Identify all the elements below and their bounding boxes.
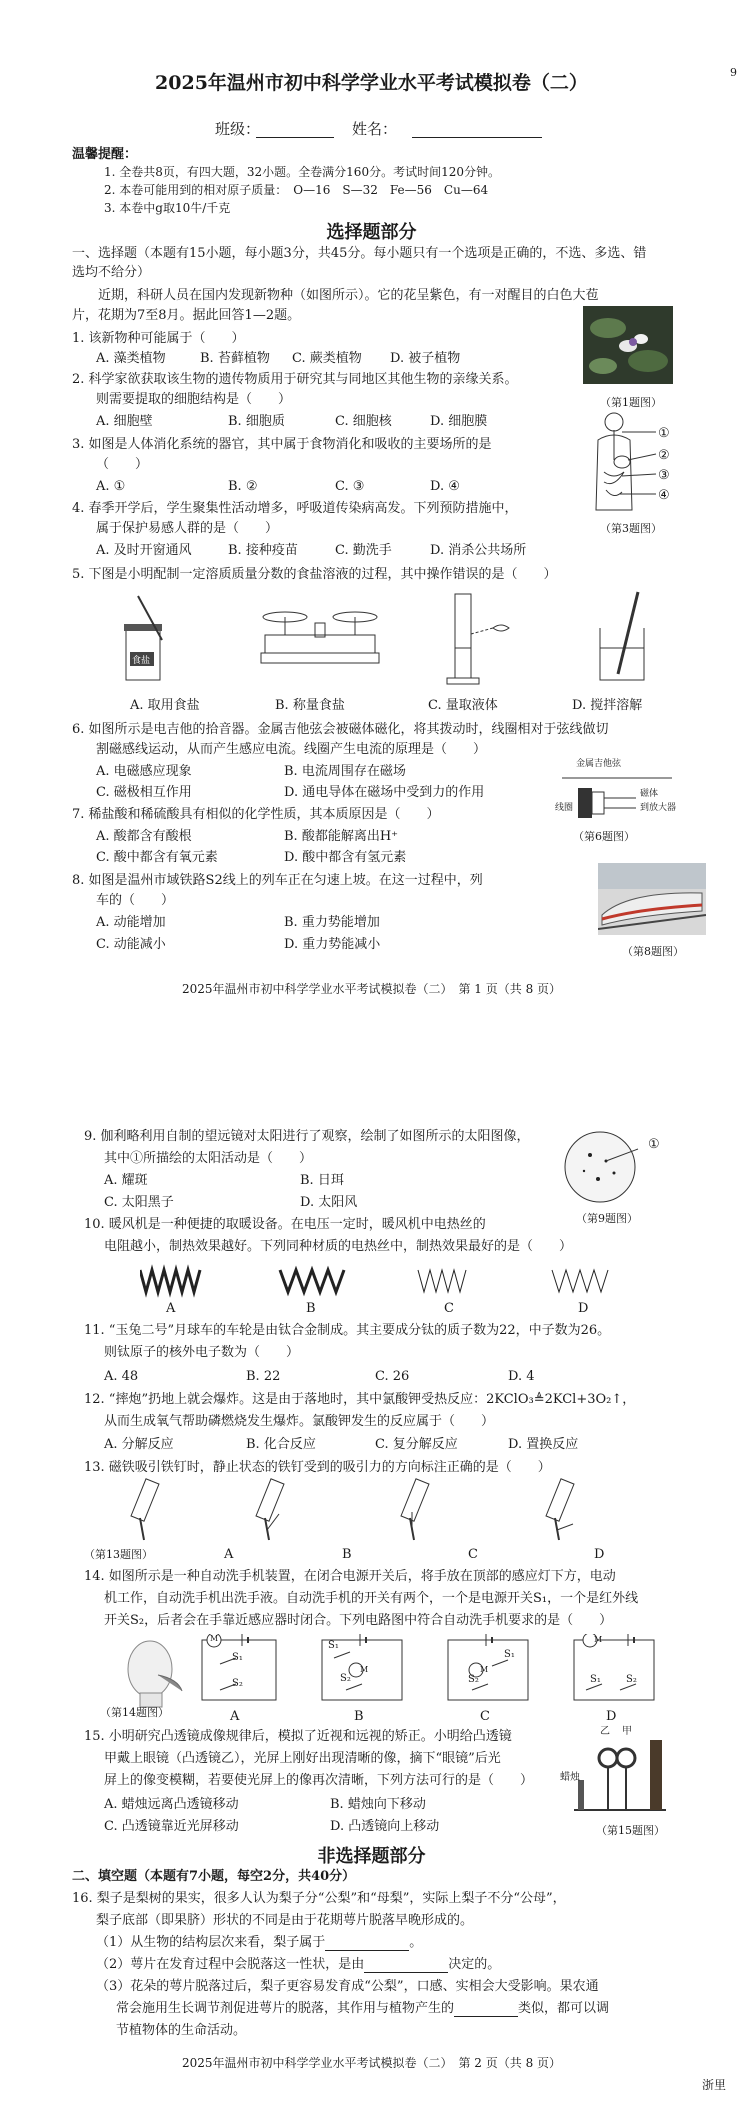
q4-opt-d[interactable]: D. 消杀公共场所 bbox=[430, 543, 527, 558]
q4-opt-a[interactable]: A. 及时开窗通风 bbox=[96, 543, 192, 558]
q14-dispenser-photo bbox=[118, 1635, 188, 1711]
q1-opt-a[interactable]: A. 藻类植物 bbox=[96, 351, 166, 366]
q14-d-s1: S₁ bbox=[590, 1674, 601, 1685]
q7-stem: 7. 稀盐酸和稀硫酸具有相似的化学性质，其本质原因是（ ） bbox=[72, 807, 440, 822]
q3-label-3: ③ bbox=[658, 468, 670, 483]
q7-opt-c[interactable]: C. 酸中都含有氧元素 bbox=[96, 850, 218, 865]
q15-lens-figure bbox=[570, 1730, 670, 1820]
q16-part-2 bbox=[96, 1956, 500, 1973]
q3-opt-a[interactable]: A. ① bbox=[96, 479, 126, 494]
q10-stem-2: 电阻越小，制热效果越好。下列同种材质的电热丝中，制热效果最好的是（ ） bbox=[104, 1239, 573, 1254]
q13-label-d[interactable]: D bbox=[594, 1547, 605, 1562]
q15-stem: 15. 小明研究凸透镜成像规律后，模拟了近视和远视的矫正。小明给凸透镜 bbox=[84, 1729, 512, 1744]
q14-a-s1: S₁ bbox=[232, 1652, 243, 1663]
notice-1: 1. 全卷共8页，有四大题，32小题。全卷满分160分。考试时间120分钟。 bbox=[104, 165, 500, 179]
q11-opt-c[interactable]: C. 26 bbox=[375, 1369, 410, 1384]
q14-a-motor: M bbox=[210, 1634, 219, 1643]
q1-opt-c[interactable]: C. 蕨类植物 bbox=[292, 351, 362, 366]
q15-stem-2: 甲戴上眼镜（凸透镜乙），光屏上刚好出现清晰的像，摘下“眼镜”后光 bbox=[104, 1751, 501, 1766]
q14-stem: 14. 如图所示是一种自动洗手机装置，在闭合电源开关后，将手放在顶部的感应灯下方，电动 bbox=[84, 1569, 616, 1584]
q15-opt-b[interactable]: B. 蜡烛向下移动 bbox=[330, 1797, 426, 1812]
q12-opt-a[interactable]: A. 分解反应 bbox=[104, 1437, 174, 1452]
q3-stem-2: （ ） bbox=[96, 457, 149, 472]
q11-opt-a[interactable]: A. 48 bbox=[104, 1369, 139, 1384]
q7-opt-d[interactable]: D. 酸中都含有氢元素 bbox=[284, 850, 407, 865]
q15-label-yi: 乙 bbox=[600, 1726, 610, 1737]
q14-label-b[interactable]: B bbox=[354, 1709, 364, 1724]
q14-caption: （第14题图） bbox=[100, 1706, 169, 1719]
q8-stem: 8. 如图是温州市域铁路S2线上的列车正在匀速上坡。在这一过程中，列 bbox=[72, 873, 483, 888]
q10-stem: 10. 暖风机是一种便捷的取暖设备。在电压一定时，暖风机中电热丝的 bbox=[84, 1217, 486, 1232]
q15-opt-a[interactable]: A. 蜡烛远离凸透镜移动 bbox=[104, 1797, 239, 1812]
q15-opt-d[interactable]: D. 凸透镜向上移动 bbox=[330, 1819, 440, 1834]
q14-d-motor: M bbox=[594, 1635, 603, 1644]
q2-opt-d[interactable]: D. 细胞膜 bbox=[430, 414, 488, 429]
q2-opt-b[interactable]: B. 细胞质 bbox=[228, 414, 285, 429]
q11-stem-2: 则钛原子的核外电子数为（ ） bbox=[104, 1345, 300, 1360]
footer-page-1: 2025年温州市初中科学学业水平考试模拟卷（二） 第 1 页（共 8 页） bbox=[181, 982, 562, 996]
q16-part-3-text: 常会施用生长调节剂促进萼片的脱落，其作用与植物产生的 bbox=[116, 2001, 455, 2016]
q5-opt-b[interactable]: B. 称量食盐 bbox=[275, 698, 345, 713]
notice-title: 温馨提醒： bbox=[72, 147, 138, 162]
q12-stem-2: 从而生成氧气帮助磷燃烧发生爆炸。氯酸钾发生的反应属于（ ） bbox=[104, 1414, 495, 1429]
q8-stem-2: 车的（ ） bbox=[96, 893, 175, 908]
q4-stem: 4. 春季开学后，学生聚集性活动增多，呼吸道传染病高发。下列预防措施中， bbox=[72, 501, 518, 516]
q13-label-a[interactable]: A bbox=[224, 1547, 234, 1562]
q6-stem: 6. 如图所示是电吉他的拾音器。金属吉他弦会被磁体磁化，将其拨动时，线圈相对于弦线做切 bbox=[72, 722, 609, 737]
q8-caption: （第8题图） bbox=[622, 945, 684, 958]
q15-label-jia: 甲 bbox=[622, 1726, 632, 1737]
q6-label-magnet: 磁体 bbox=[640, 789, 659, 799]
intro-line-2: 片，花期为7至8月。据此回答1—2题。 bbox=[72, 308, 301, 323]
q5-opt-c[interactable]: C. 量取液体 bbox=[428, 698, 498, 713]
q3-stem: 3. 如图是人体消化系统的器官，其中属于食物消化和吸收的主要场所的是 bbox=[72, 437, 492, 452]
intro-line-1: 近期，科研人员在国内发现新物种（如图所示）。它的花呈紫色，有一对醒目的白色大苞 bbox=[98, 288, 599, 303]
q10-label-a[interactable]: A bbox=[166, 1301, 176, 1316]
q12-opt-d[interactable]: D. 置换反应 bbox=[508, 1437, 579, 1452]
q16-blank-3[interactable] bbox=[454, 2003, 518, 2017]
section1-title: 选择题部分 bbox=[326, 222, 417, 243]
q5-opt-a[interactable]: A. 取用食盐 bbox=[130, 698, 200, 713]
q6-label-coil: 线圈 bbox=[555, 803, 574, 813]
q9-opt-d[interactable]: D. 太阳风 bbox=[300, 1195, 358, 1210]
corner-watermark: 浙里 bbox=[702, 2078, 727, 2092]
q10-label-d[interactable]: D bbox=[578, 1301, 589, 1316]
section1-head: 一、选择题（本题有15小题，每小题3分，共45分。每小题只有一个选项是正确的，不选、多选、错选均不给分） bbox=[72, 246, 647, 280]
q12-stem: 12. “摔炮”扔地上就会爆炸。这是由于落地时，其中氯酸钾受热反应：2KClO₃≜2KCl+3O₂↑， bbox=[84, 1392, 636, 1407]
q6-opt-d[interactable]: D. 通电导体在磁场中受到力的作用 bbox=[284, 785, 485, 800]
q14-circuit-figures bbox=[192, 1634, 662, 1708]
q2-opt-a[interactable]: A. 细胞壁 bbox=[96, 414, 153, 429]
q14-d-s2: S₂ bbox=[626, 1674, 637, 1685]
q9-opt-b[interactable]: B. 日珥 bbox=[300, 1173, 344, 1188]
q1-caption: （第1题图） bbox=[600, 396, 662, 409]
notice-2: 2. 本卷可能用到的相对原子质量： O—16 S—32 Fe—56 Cu—64 bbox=[104, 183, 489, 197]
q11-opt-b[interactable]: B. 22 bbox=[246, 1369, 281, 1384]
q3-opt-b[interactable]: B. ② bbox=[228, 479, 258, 494]
q16-blank-1[interactable] bbox=[325, 1937, 409, 1951]
q6-opt-a[interactable]: A. 电磁感应现象 bbox=[96, 764, 192, 779]
q6-caption: （第6题图） bbox=[573, 830, 635, 843]
q2-stem: 2. 科学家欲获取该生物的遗传物质用于研究其与同地区其他生物的亲缘关系。 bbox=[72, 372, 518, 387]
q16-part-3-cont: 类似，都可以调 bbox=[518, 2001, 610, 2016]
q15-label-candle: 蜡烛 bbox=[560, 1772, 580, 1783]
q11-stem: 11. “玉兔二号”月球车的车轮是由钛合金制成。其主要成分钛的质子数为22，中子数为26。 bbox=[84, 1323, 611, 1338]
q9-stem-2: 其中①所描绘的太阳活动是（ ） bbox=[104, 1151, 313, 1166]
q6-opt-c[interactable]: C. 磁极相互作用 bbox=[96, 785, 192, 800]
q13-stem: 13. 磁铁吸引铁钉时，静止状态的铁钉受到的吸引力的方向标注正确的是（ ） bbox=[84, 1460, 551, 1475]
q11-opt-d[interactable]: D. 4 bbox=[508, 1369, 535, 1384]
q5-fig-a-salt-jar bbox=[118, 590, 178, 690]
q13-magnet-figures bbox=[100, 1478, 660, 1548]
q14-label-c[interactable]: C bbox=[480, 1709, 490, 1724]
footer-page-2: 2025年温州市初中科学学业水平考试模拟卷（二） 第 2 页（共 8 页） bbox=[181, 2056, 562, 2070]
q16-stem-2: 梨子底部（即果脐）形状的不同是由于花期萼片脱落早晚形成的。 bbox=[96, 1913, 474, 1928]
q9-marker: ① bbox=[648, 1137, 660, 1152]
q14-b-motor: M bbox=[360, 1665, 369, 1674]
q16-blank-2[interactable] bbox=[364, 1959, 448, 1973]
q3-label-4: ④ bbox=[658, 488, 670, 503]
q16-part-1-text: （1）从生物的结构层次来看，梨子属于 bbox=[96, 1935, 326, 1950]
q14-c-s1: S₁ bbox=[504, 1649, 515, 1660]
q12-opt-c[interactable]: C. 复分解反应 bbox=[375, 1437, 458, 1452]
q6-label-string: 金属吉他弦 bbox=[576, 759, 622, 769]
q9-opt-c[interactable]: C. 太阳黑子 bbox=[104, 1195, 174, 1210]
q3-label-2: ② bbox=[658, 448, 670, 463]
q1-stem: 1. 该新物种可能属于（ ） bbox=[72, 331, 245, 346]
q8-opt-a[interactable]: A. 动能增加 bbox=[96, 915, 166, 930]
q9-opt-a[interactable]: A. 耀斑 bbox=[104, 1173, 148, 1188]
name-blank[interactable] bbox=[412, 124, 542, 138]
q15-stem-3: 屏上的像变模糊，若要使光屏上的像再次清晰，下列方法可行的是（ ） bbox=[104, 1773, 534, 1788]
page-title: 2025年温州市初中科学学业水平考试模拟卷（二） bbox=[155, 72, 588, 94]
q16-part-3-line-1: （3）花朵的萼片脱落过后，梨子更容易发育成“公梨”，口感、实相会大受影响。果农通 bbox=[96, 1979, 599, 1994]
q12-opt-b[interactable]: B. 化合反应 bbox=[246, 1437, 316, 1452]
q14-c-motor: M bbox=[480, 1665, 489, 1674]
q16-part-1-end: 。 bbox=[409, 1935, 423, 1950]
q14-b-s2: S₂ bbox=[340, 1673, 351, 1684]
section2-title: 非选择题部分 bbox=[317, 1846, 426, 1867]
q14-c-s2: S₂ bbox=[468, 1674, 479, 1685]
class-blank[interactable] bbox=[256, 124, 334, 138]
q10-label-b[interactable]: B bbox=[306, 1301, 316, 1316]
q5-fig-c-cylinder bbox=[435, 588, 515, 688]
q2-opt-c[interactable]: C. 细胞核 bbox=[335, 414, 392, 429]
q13-label-b[interactable]: B bbox=[342, 1547, 352, 1562]
q16-part-3-line-3: 节植物体的生命活动。 bbox=[116, 2023, 247, 2038]
q8-train-photo bbox=[598, 863, 706, 935]
q14-label-d[interactable]: D bbox=[606, 1709, 617, 1724]
q3-opt-c[interactable]: C. ③ bbox=[335, 479, 365, 494]
q4-opt-c[interactable]: C. 勤洗手 bbox=[335, 543, 392, 558]
q8-opt-c[interactable]: C. 动能减小 bbox=[96, 937, 166, 952]
q3-label-1: ① bbox=[658, 426, 670, 441]
q15-caption: （第15题图） bbox=[596, 1824, 665, 1837]
q16-part-2-end: 决定的。 bbox=[448, 1957, 501, 1972]
q3-opt-d[interactable]: D. ④ bbox=[430, 479, 460, 494]
q16-part-1 bbox=[96, 1934, 422, 1951]
q1-plant-photo bbox=[583, 306, 673, 384]
q5-fig-b-balance bbox=[255, 605, 385, 675]
q6-label-amp: 到放大器 bbox=[640, 803, 677, 813]
notice-3: 3. 本卷中g取10牛/千克 bbox=[104, 201, 231, 215]
q2-stem-2: 则需要提取的细胞结构是（ ） bbox=[96, 392, 292, 407]
q16-stem: 16. 梨子是梨树的果实，很多人认为梨子分“公梨”和“母梨”，实际上梨子不分“公母”， bbox=[72, 1891, 566, 1906]
q1-opt-d[interactable]: D. 被子植物 bbox=[390, 351, 461, 366]
q13-label-c[interactable]: C bbox=[468, 1547, 478, 1562]
q5-jar-label: 食盐 bbox=[132, 656, 151, 666]
corner-mark: 9 bbox=[730, 66, 737, 79]
q16-part-3-line-2 bbox=[116, 2000, 609, 2017]
q14-stem-3: 开关S₂，后者会在手靠近感应器时闭合。下列电路图中符合自动洗手机要求的是（ ） bbox=[104, 1613, 613, 1628]
q5-stem: 5. 下图是小明配制一定溶质质量分数的食盐溶液的过程，其中操作错误的是（ ） bbox=[72, 567, 557, 582]
q9-caption: （第9题图） bbox=[576, 1212, 638, 1225]
q7-opt-a[interactable]: A. 酸都含有酸根 bbox=[96, 829, 192, 844]
q3-caption: （第3题图） bbox=[600, 522, 662, 535]
q6-opt-b[interactable]: B. 电流周围存在磁场 bbox=[284, 764, 406, 779]
q14-stem-2: 机工作，自动洗手机出洗手液。自动洗手机的开关有两个，一个是电源开关S₁，一个是红外线 bbox=[104, 1591, 639, 1606]
class-label: 班级： bbox=[215, 120, 261, 138]
section2-head: 二、填空题（本题有7小题，每空2分，共40分） bbox=[72, 1869, 356, 1884]
q10-wire-figures bbox=[140, 1264, 610, 1298]
q8-opt-d[interactable]: D. 重力势能减小 bbox=[284, 937, 381, 952]
q4-opt-b[interactable]: B. 接种疫苗 bbox=[228, 543, 298, 558]
q8-opt-b[interactable]: B. 重力势能增加 bbox=[284, 915, 380, 930]
q15-opt-c[interactable]: C. 凸透镜靠近光屏移动 bbox=[104, 1819, 239, 1834]
q5-opt-d[interactable]: D. 搅拌溶解 bbox=[572, 698, 643, 713]
q6-stem-2: 割磁感线运动，从而产生感应电流。线圈产生电流的原理是（ ） bbox=[96, 742, 487, 757]
q1-opt-b[interactable]: B. 苔藓植物 bbox=[200, 351, 270, 366]
q7-opt-b[interactable]: B. 酸都能解离出H⁺ bbox=[284, 829, 399, 844]
q14-b-s1: S₁ bbox=[328, 1640, 339, 1651]
q14-a-s2: S₂ bbox=[232, 1678, 243, 1689]
name-label: 姓名： bbox=[352, 120, 398, 138]
q13-caption: （第13题图） bbox=[84, 1548, 153, 1561]
q10-label-c[interactable]: C bbox=[444, 1301, 454, 1316]
q9-sun-figure bbox=[560, 1127, 640, 1207]
q5-fig-d-beaker bbox=[590, 588, 660, 688]
q4-stem-2: 属于保护易感人群的是（ ） bbox=[96, 521, 279, 536]
q14-label-a[interactable]: A bbox=[230, 1709, 240, 1724]
q9-stem: 9. 伽利略利用自制的望远镜对太阳进行了观察，绘制了如图所示的太阳图像， bbox=[84, 1129, 530, 1144]
q16-part-2-text: （2）萼片在发育过程中会脱落这一性状，是由 bbox=[96, 1957, 365, 1972]
